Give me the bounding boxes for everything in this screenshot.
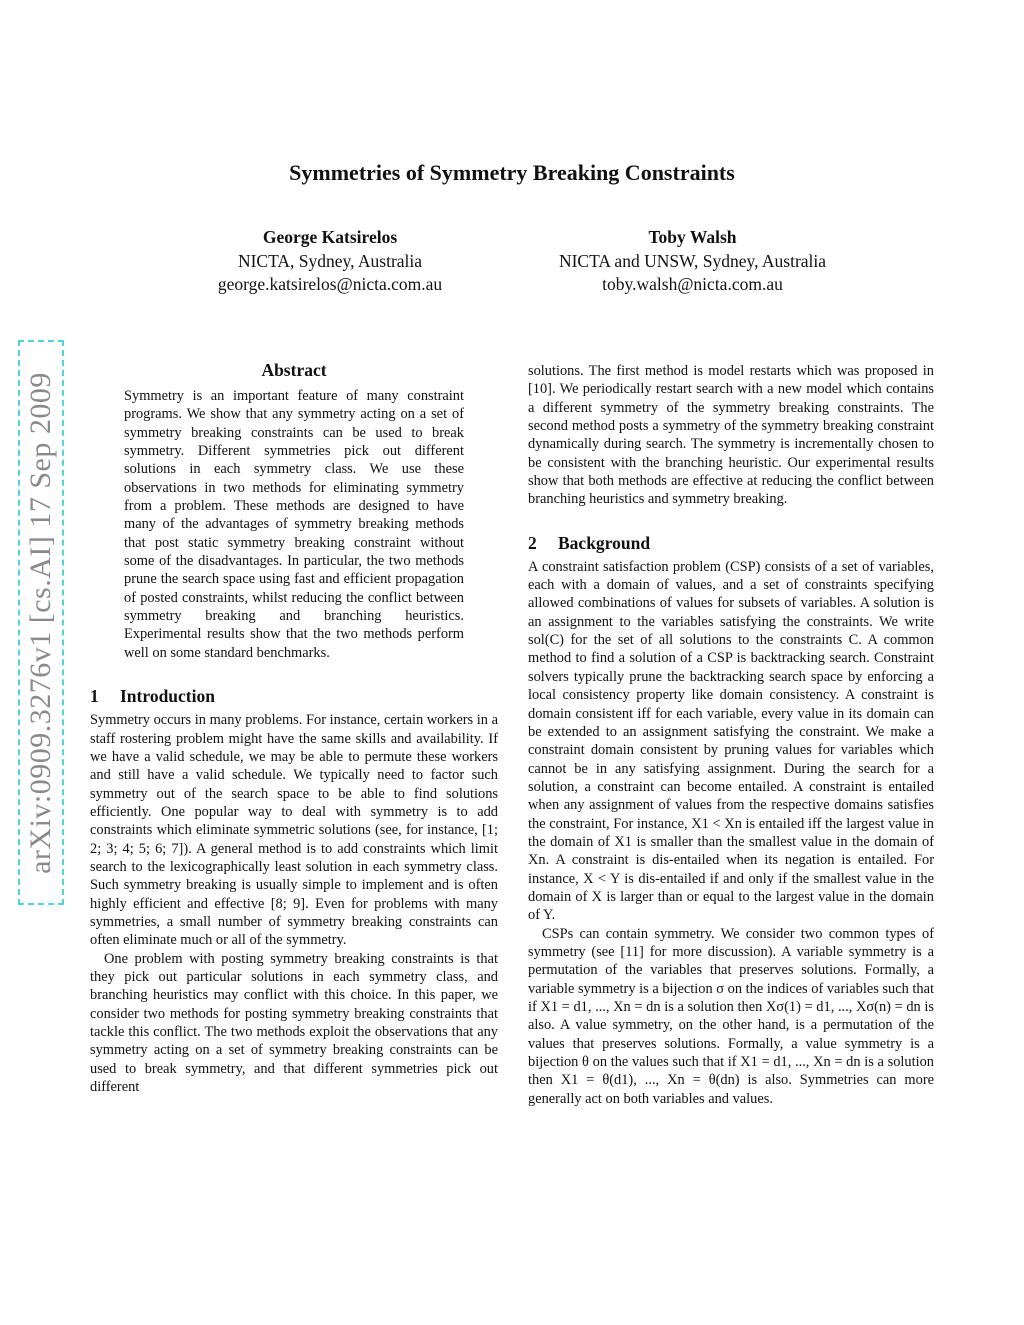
section-heading-background xyxy=(528,533,934,554)
intro-paragraph-2: One problem with posting symmetry breaking constraints is that they pick out particular solutions in each symmetry class, and branching heuristics may conflict with this choice. In this paper, we consider two methods for posting symmetry breaking constraints that tackle this conflict. The two methods exploit the observations that any symmetry acting on a set of symmetry breaking constraints can be used to break symmetry, and that different symmetries pick out different xyxy=(90,950,498,1096)
abstract-heading: Abstract xyxy=(261,360,327,380)
section-heading-introduction xyxy=(90,686,498,707)
abstract-text: Symmetry is an important feature of many constraint programs. We show that any symmetry acting on a set of symmetry breaking constraints can be used to break symmetry. Different symmetries pick out different solutions in each symmetry class. We use these observations in two methods for eliminating symmetry from a problem. These methods are designed to have many of the advantages of symmetry breaking methods that post static symmetry breaking constraint without some of the disadvantages. In particular, the two methods prune the search space using fast and efficient propagation of posted constraints, whilst reducing the conflict between symmetry breaking and branching heuristics. Experimental results show that the two methods perform well on some standard benchmarks. xyxy=(124,388,464,661)
arxiv-stamp xyxy=(18,340,64,905)
section-title: Introduction xyxy=(120,686,215,707)
left-column xyxy=(90,360,498,1096)
arxiv-stamp-text: arXiv:0909.3276v1 [cs.AI] 17 Sep 2009 xyxy=(24,371,57,874)
section-title: Background xyxy=(558,532,651,553)
background-paragraph-1: A constraint satisfaction problem (CSP) consists of a set of variables, each with a domain of values, and a set of constraints specifying allowed combinations of values for subsets of variables. A solution is an assignment to the variables satisfying the constraints. We write sol(C) for the set of all solutions to the constraints C. A common method to find a solution of a CSP is backtracking search. Constraint solvers typically prune the backtracking search space by enforcing a local consistency property like domain consistency. A constraint is domain consistent iff for each variable, every value in its domain can be extended to an assignment satisfying the constraint. We make a constraint domain consistent by pruning values for variables which cannot be in any satisfying assignment. During the search for a solution, a constraint can become entailed. A constraint is entailed when any assignment of values from the respective domains satisfies the constraint, For instance, X1 < Xn is entailed iff the largest value in the domain of X1 is smaller than the smallest value in the domain of Xn. A constraint is dis-entailed when its negation is entailed. For instance, X < Y is dis-entailed if and only if the smallest value in the domain of X is larger than or equal to the largest value in the domain of Y. xyxy=(528,558,934,924)
author-name: Toby Walsh xyxy=(648,227,737,247)
author-block-2 xyxy=(520,226,865,297)
author-affiliation: NICTA, Sydney, Australia xyxy=(237,250,423,271)
author-email: george.katsirelos@nicta.com.au xyxy=(217,274,443,294)
intro-paragraph-1: Symmetry occurs in many problems. For instance, certain workers in a staff rostering problem might have the same skills and availability. If we have a valid schedule, we may be able to permute these workers and still have a valid schedule. We typically need to factor such symmetry out of the search space to be able to find solutions efficiently. One popular way to deal with symmetry is to add constraints which eliminate symmetric solutions (see, for instance, [1; 2; 3; 4; 5; 6; 7]). A general method is to add constraints which limit search to the lexicographically least solution in each symmetry class. Such symmetry breaking is usually simple to implement and is often highly efficient and effective [8; 9]. Even for problems with many symmetries, a small number of symmetry breaking constraints can often eliminate much or all of the symmetry. xyxy=(90,712,498,949)
author-block-1 xyxy=(180,226,480,297)
right-column xyxy=(528,362,934,1108)
intro-continuation: solutions. The first method is model restarts which was proposed in [10]. We periodically restart search with a new model which contains a different symmetry of the symmetry breaking constraints. The second method posts a symmetry of the symmetry breaking constraint dynamically during search. The symmetry is incrementally chosen to be consistent with the branching heuristic. Our experimental results show that both methods are effective at reducing the conflict between branching heuristics and symmetry breaking. xyxy=(528,363,934,508)
section-number: 1 xyxy=(90,686,99,707)
section-number: 2 xyxy=(528,532,537,553)
background-paragraph-2: CSPs can contain symmetry. We consider two common types of symmetry (see [11] for more discussion). A variable symmetry is a permutation of the variables that preserves solutions. Formally, a variable symmetry is a bijection σ on the indices of variables such that if X1 = d1, ..., Xn = dn is a solution then Xσ(1) = d1, ..., Xσ(n) = dn is also. A value symmetry, on the other hand, is a permutation of the values that preserves solutions. Formally, a value symmetry is a bijection θ on the values such that if X1 = d1, ..., Xn = dn is a solution then X1 = θ(d1), ..., Xn = θ(dn) is also. Symmetries can more generally act on both variables and values. xyxy=(528,925,934,1107)
author-affiliation: NICTA and UNSW, Sydney, Australia xyxy=(558,250,827,271)
author-name: George Katsirelos xyxy=(262,227,398,247)
paper-title: Symmetries of Symmetry Breaking Constraints xyxy=(289,160,735,185)
author-email: toby.walsh@nicta.com.au xyxy=(602,274,783,294)
